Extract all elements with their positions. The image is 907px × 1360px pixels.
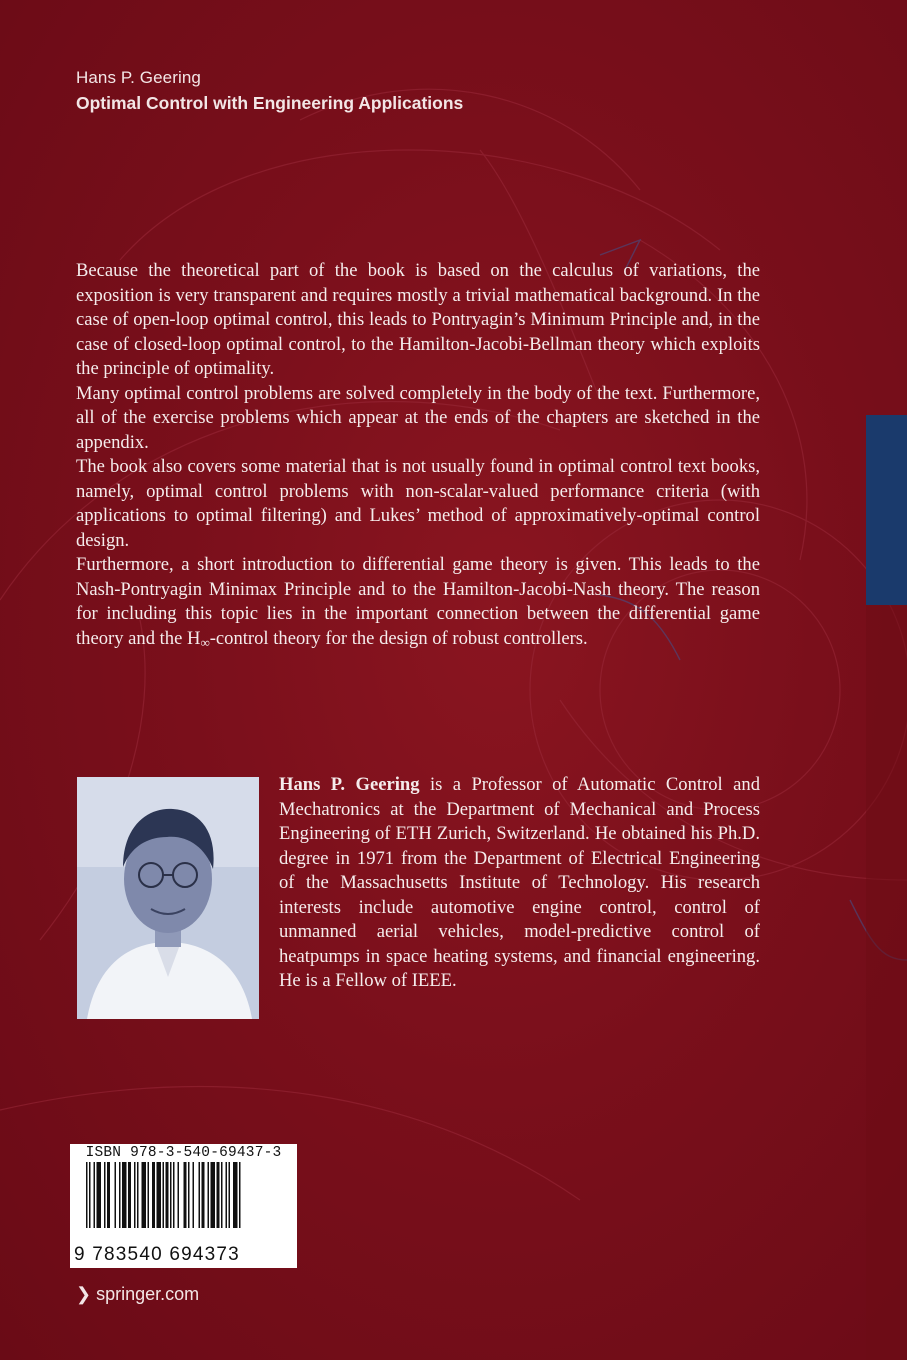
description-p4-end: -control theory for the design of robust controllers. bbox=[209, 627, 588, 649]
cover-header bbox=[76, 68, 463, 114]
spine-color-tab bbox=[866, 415, 907, 605]
barcode-bar bbox=[233, 1162, 238, 1228]
barcode-bar bbox=[193, 1162, 195, 1228]
bio-body: is a Professor of Automatic Control and Mechatronics at the Department of Mechanical and Process Engineering of ETH Zurich, Switzerland. He obtained his Ph.D. degree in 1971 from the Department of Electrical Engineering of the Massachusetts Institute of Technology. His research interests include automotive engine control, control of unmanned aerial vehicles, model-predictive control of heatpumps in space heating systems, and financial engineering. He is a Fellow of IEEE. bbox=[279, 774, 760, 991]
author-photo bbox=[77, 777, 259, 1019]
barcode-bar bbox=[173, 1162, 175, 1228]
barcode-bar bbox=[239, 1162, 241, 1228]
barcode-bar bbox=[94, 1162, 96, 1228]
barcode-bar bbox=[217, 1162, 220, 1228]
barcode-bar bbox=[137, 1162, 139, 1228]
barcode-bar bbox=[163, 1162, 165, 1228]
barcode-bar bbox=[115, 1162, 117, 1228]
barcode-bar bbox=[184, 1162, 187, 1228]
description-paragraph-2: Many optimal control problems are solved completely in the body of the text. Furthermore, all of the exercise problems which appear at the ends of the chapters are sketched in the appendix. bbox=[76, 382, 760, 453]
description-paragraph-1: Because the theoretical part of the book is based on the calculus of variations, the exposition is very transparent and requires mostly a trivial mathematical background. In the case of open-loop optimal control, this leads to Pontryagin’s Minimum Principle and, in the case of closed-loop optimal control, to the Hamilton-Jacobi-Bellman theory which exploits the principle of optimality. bbox=[76, 260, 760, 379]
description-paragraph-3: The book also covers some material that is not usually found in optimal control text books, namely, optimal control problems with non-scalar-valued performance criteria (with applications to optimal filtering) and Lukes’ method of approximatively-optimal control design. bbox=[76, 456, 760, 551]
barcode-number: 9 783540 694373 bbox=[74, 1244, 240, 1265]
barcode-bar bbox=[86, 1162, 88, 1228]
author-bio bbox=[279, 773, 760, 994]
chevron-right-icon: ❯ bbox=[76, 1284, 92, 1304]
barcode-bar bbox=[178, 1162, 180, 1228]
author-name: Hans P. Geering bbox=[76, 68, 201, 87]
barcode-bar bbox=[152, 1162, 155, 1228]
barcode-bar bbox=[122, 1162, 127, 1228]
barcode-bar bbox=[104, 1162, 106, 1228]
barcode-bar bbox=[199, 1162, 201, 1228]
isbn-label: ISBN 978-3-540-69437-3 bbox=[85, 1145, 282, 1161]
description-paragraph-4 bbox=[76, 553, 760, 655]
barcode-bar bbox=[119, 1162, 121, 1228]
barcode-bar bbox=[221, 1162, 223, 1228]
barcode-bar bbox=[211, 1162, 216, 1228]
barcode-bar bbox=[142, 1162, 147, 1228]
bio-author-name: Hans P. Geering bbox=[279, 774, 420, 795]
barcode-bar bbox=[157, 1162, 162, 1228]
barcode-bar bbox=[170, 1162, 172, 1228]
barcode-bars bbox=[70, 1162, 297, 1242]
barcode-bar bbox=[202, 1162, 205, 1228]
barcode-bar bbox=[107, 1162, 110, 1228]
book-title: Optimal Control with Engineering Applications bbox=[76, 93, 464, 113]
barcode-bar bbox=[229, 1162, 231, 1228]
barcode-bar bbox=[208, 1162, 210, 1228]
barcode-bar bbox=[226, 1162, 228, 1228]
infinity-subscript: ∞ bbox=[200, 634, 210, 650]
publisher-site: springer.com bbox=[96, 1284, 200, 1304]
description-p4-start: Furthermore, a short introduction to differential game theory is given. This leads to the Nash-Pontryagin Minimax Principle and to the Hamilton-Jacobi-Nash theory. The reason for including this topic lies in the important connection between the differential game theory and the H bbox=[76, 554, 760, 649]
barcode-bar bbox=[128, 1162, 131, 1228]
barcode-bar bbox=[134, 1162, 136, 1228]
publisher-link[interactable] bbox=[76, 1284, 199, 1305]
barcode-bar bbox=[89, 1162, 91, 1228]
barcode-bar bbox=[148, 1162, 150, 1228]
barcode-bar bbox=[188, 1162, 190, 1228]
book-description bbox=[76, 259, 760, 655]
barcode-bar bbox=[97, 1162, 102, 1228]
isbn-barcode bbox=[70, 1144, 297, 1268]
barcode-bar bbox=[166, 1162, 169, 1228]
